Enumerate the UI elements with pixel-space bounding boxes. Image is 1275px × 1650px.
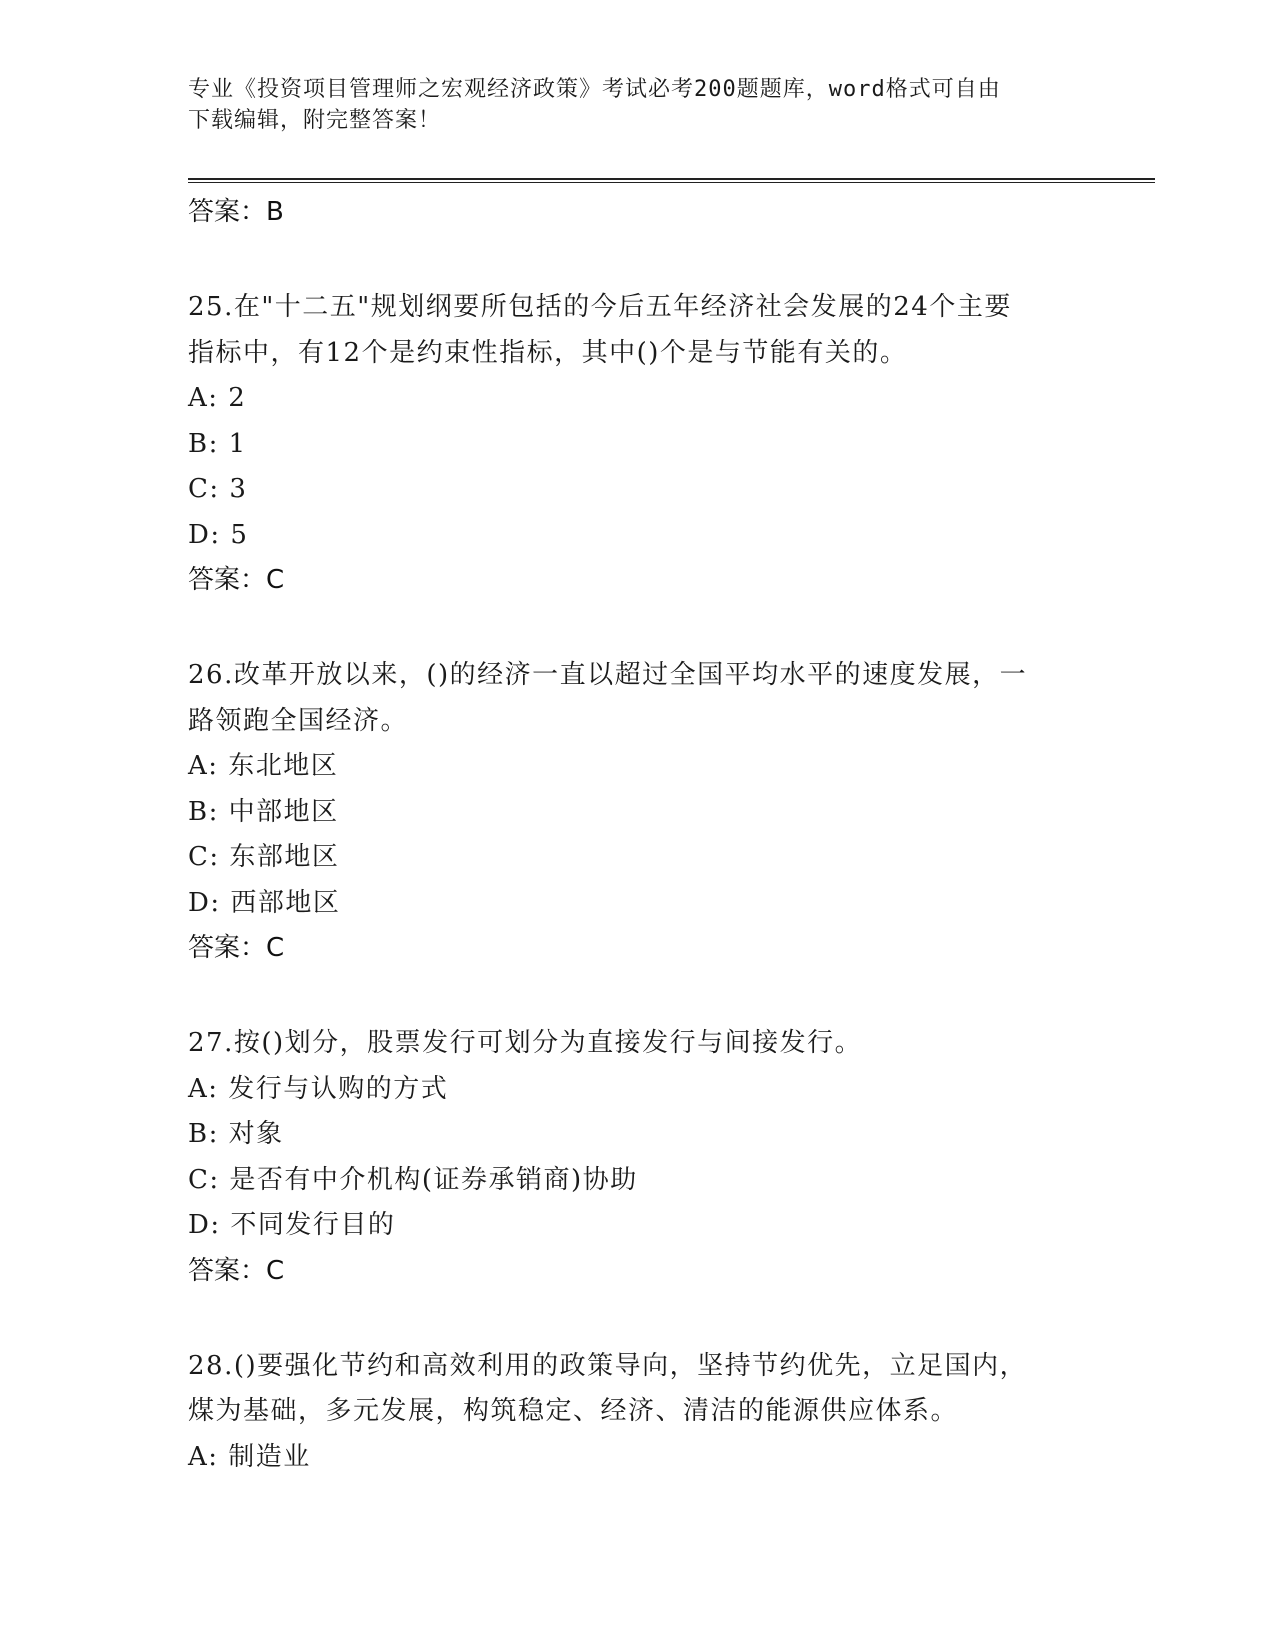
answer-line: 答案：C: [188, 933, 285, 963]
question-text-line: 26.改革开放以来，()的经济一直以超过全国平均水平的速度发展，一: [188, 660, 1028, 690]
answer-line: 答案：C: [188, 565, 285, 595]
question-text-line: 指标中，有12个是约束性指标，其中()个是与节能有关的。: [188, 337, 908, 368]
question-text-line: 煤为基础，多元发展，构筑稳定、经济、清洁的能源供应体系。: [188, 1396, 959, 1426]
option-a: A: 2: [188, 383, 247, 413]
option-c: C: 东部地区: [188, 842, 340, 872]
question-text-line: 25.在"十二五"规划纲要所包括的今后五年经济社会发展的24个主要: [188, 292, 1012, 322]
option-b: B: 对象: [188, 1119, 284, 1149]
option-a: A: 发行与认购的方式: [188, 1073, 449, 1104]
option-c: C: 是否有中介机构(证券承销商)协助: [188, 1164, 638, 1195]
option-b: B: 中部地区: [188, 796, 339, 827]
question-26: [188, 653, 1088, 971]
spacer: [188, 603, 1088, 653]
spacer: [188, 235, 1088, 285]
question-text-line: 路领跑全国经济。: [188, 705, 409, 736]
document-header: [188, 74, 1068, 136]
header-divider-thick: [188, 178, 1155, 180]
option-a: A: 制造业: [188, 1441, 311, 1472]
answer-line: 答案：C: [188, 1255, 285, 1286]
question-text-line: 28.()要强化节约和高效利用的政策导向，坚持节约优先，立足国内，: [188, 1350, 1028, 1381]
question-list: [188, 190, 1088, 1480]
option-d: D: 西部地区: [188, 887, 341, 918]
spacer: [188, 971, 1088, 1021]
question-25: [188, 285, 1088, 603]
header-line-1: 专业《投资项目管理师之宏观经济政策》考试必考200题题库，word格式可自由: [188, 77, 1001, 102]
header-divider-thin: [188, 182, 1155, 183]
spacer: [188, 1294, 1088, 1344]
question-text-line: 27.按()划分，股票发行可划分为直接发行与间接发行。: [188, 1028, 863, 1058]
question-27: [188, 1021, 1088, 1294]
header-line-2: 下载编辑，附完整答案！: [188, 108, 442, 133]
option-d: D: 5: [188, 519, 249, 550]
option-c: C: 3: [188, 474, 248, 504]
previous-answer: 答案：B: [188, 197, 284, 227]
option-b: B: 1: [188, 428, 247, 459]
option-a: A: 东北地区: [188, 751, 339, 781]
option-d: D: 不同发行目的: [188, 1210, 396, 1240]
question-28: [188, 1344, 1088, 1481]
